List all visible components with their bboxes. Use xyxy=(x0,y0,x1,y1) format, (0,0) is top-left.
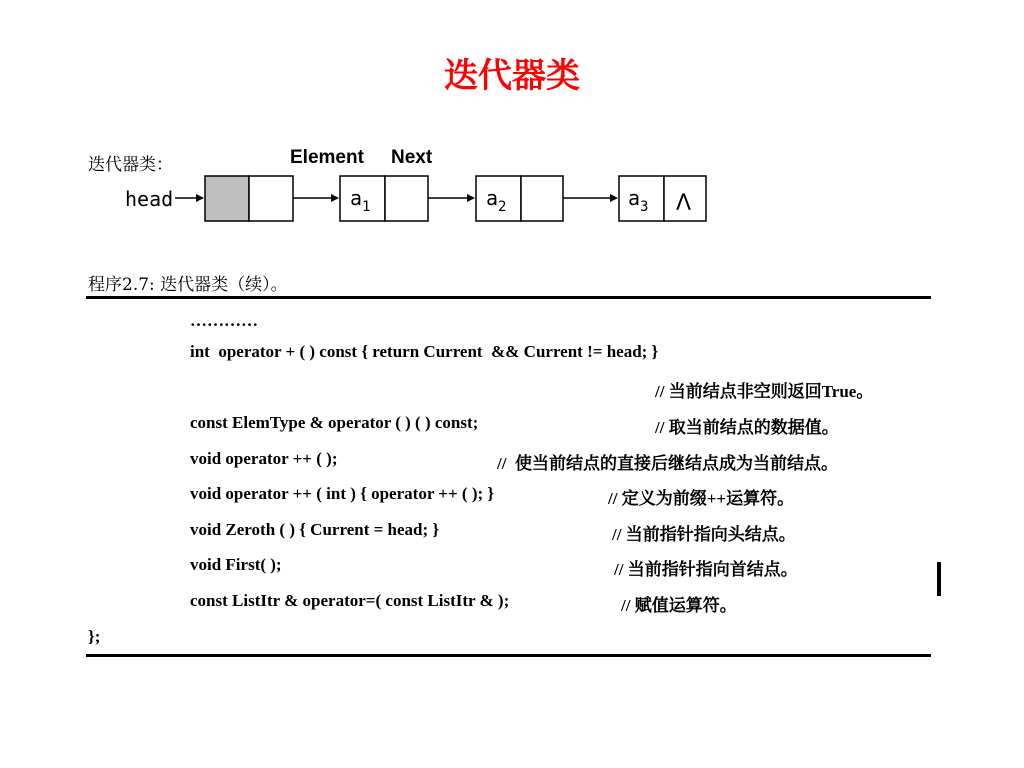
code-line-1: int operator + ( ) const { return Current && Current != head; } xyxy=(190,342,659,361)
code-line-3: const ElemType & operator ( ) ( ) const; xyxy=(190,413,479,432)
closing-brace: }; xyxy=(88,627,101,646)
page-title: 迭代器类 xyxy=(444,56,580,96)
node-a2-next xyxy=(521,176,563,221)
code-comment-6: // 当前指针指向头结点。 xyxy=(612,525,796,544)
head-arrow-head xyxy=(196,194,204,202)
head-node-element xyxy=(205,176,249,221)
code-comment-8: // 赋值运算符。 xyxy=(621,596,737,615)
code-comment-7: // 当前指针指向首结点。 xyxy=(614,560,798,579)
intro-label: 迭代器类： xyxy=(88,155,173,175)
code-comment-4: // 使当前结点的直接后继结点成为当前结点。 xyxy=(497,454,838,473)
next-header: Next xyxy=(391,147,433,168)
linked-list-diagram xyxy=(0,0,1024,260)
code-comment-5: // 定义为前缀++运算符。 xyxy=(608,489,795,508)
element-header: Element xyxy=(290,147,364,168)
arrow-head-a1-tip xyxy=(331,194,339,202)
arrow-a1-a2-tip xyxy=(467,194,475,202)
head-node-next xyxy=(249,176,293,221)
text-cursor xyxy=(937,562,941,596)
program-label: 程序2.7: 迭代器类（续）。 xyxy=(88,275,288,295)
code-line-5: void operator ++ ( int ) { operator ++ ( ); } xyxy=(190,484,495,503)
node-a2-label: $a_2$ xyxy=(486,186,507,215)
head-label: head xyxy=(125,187,174,211)
node-a3-label: $a_3$ xyxy=(628,186,649,215)
node-a1-label: $a_1$ xyxy=(350,186,371,215)
code-line-4: void operator ++ ( ); xyxy=(190,449,338,468)
arrow-a2-a3-tip xyxy=(610,194,618,202)
top-rule xyxy=(86,296,931,299)
code-line-6: void Zeroth ( ) { Current = head; } xyxy=(190,520,440,539)
code-line-7: void First( ); xyxy=(190,555,282,574)
bottom-rule xyxy=(86,654,931,657)
code-line-0: ………… xyxy=(190,311,258,330)
null-symbol: Λ xyxy=(676,191,692,216)
code-comment-2: // 当前结点非空则返回True。 xyxy=(655,382,874,401)
code-comment-3: // 取当前结点的数据值。 xyxy=(655,418,839,437)
node-a1-next xyxy=(385,176,428,221)
code-line-8: const ListItr & operator=( const ListItr & ); xyxy=(190,591,510,610)
